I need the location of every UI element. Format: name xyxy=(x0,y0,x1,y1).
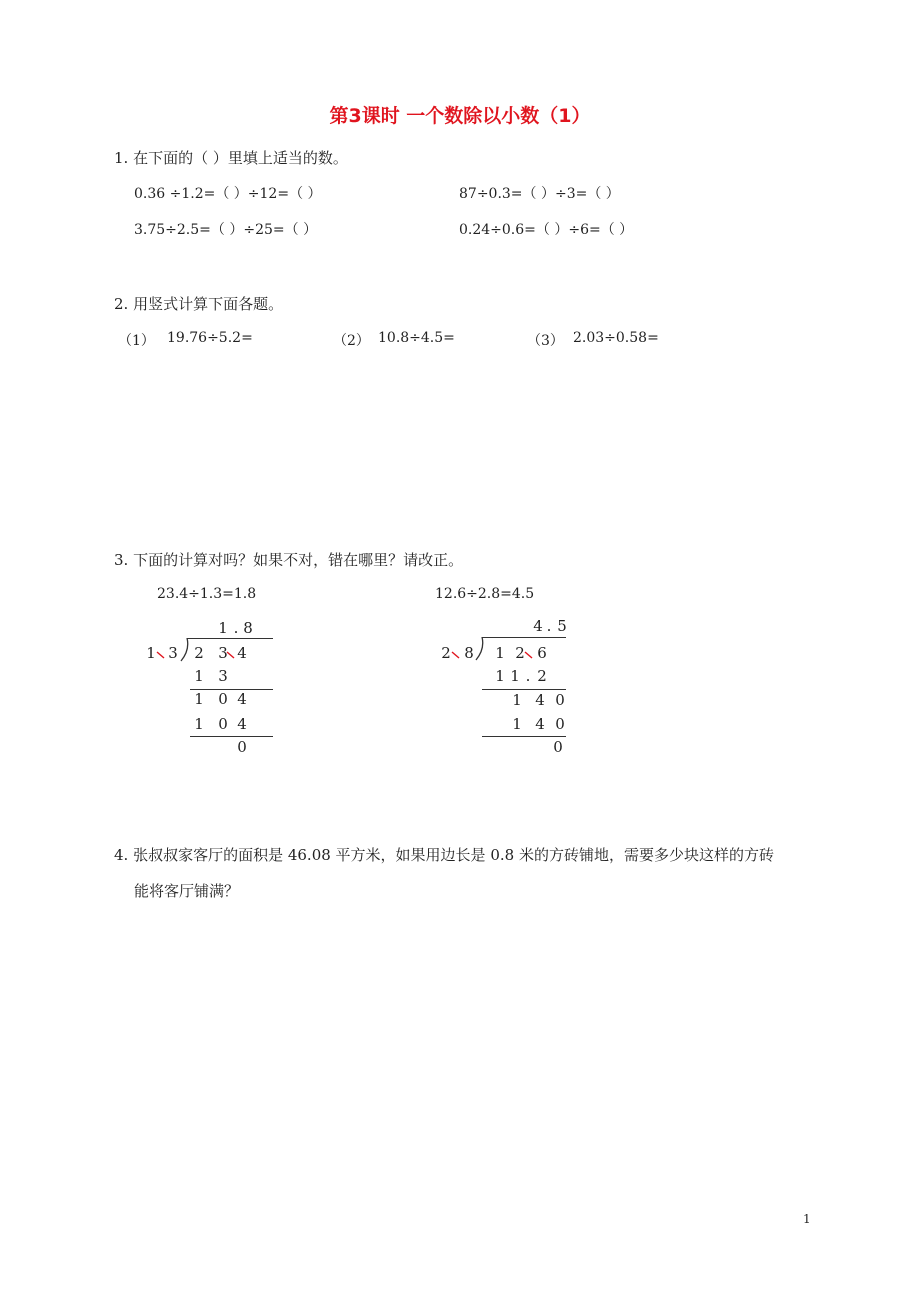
right-quotient-digit: 4 xyxy=(533,617,543,635)
left-divisor-digit: 1 xyxy=(146,644,156,662)
q2-item-3-num: （3） xyxy=(527,333,564,349)
left-division-bar xyxy=(187,638,273,639)
right-step-digit: 1 xyxy=(510,667,520,685)
right-step-line xyxy=(482,689,566,690)
left-divisor-digit: 3 xyxy=(168,644,178,662)
left-remainder: 0 xyxy=(237,738,247,756)
left-step-digit: 1 xyxy=(194,690,204,708)
left-step-digit: 3 xyxy=(218,667,228,685)
page-title: 第3课时 一个数除以小数（1） xyxy=(329,105,591,127)
red-correction-mark xyxy=(451,651,461,659)
q2-item-1-num: （1） xyxy=(118,333,155,349)
right-step-digit: 2 xyxy=(537,667,547,685)
q1-prompt: 1. 在下面的（ ）里填上适当的数。 xyxy=(114,149,348,167)
q4-prompt-line-2: 能将客厅铺满？ xyxy=(134,882,240,900)
q1-item-2: 87÷0.3=（ ）÷3=（ ） xyxy=(459,186,620,202)
right-step-line xyxy=(482,736,566,737)
left-step-digit: 1 xyxy=(194,715,204,733)
right-division-bar xyxy=(482,637,566,638)
q2-prompt: 2. 用竖式计算下面各题。 xyxy=(114,295,284,313)
q2-item-3-expr: 2.03÷0.58= xyxy=(573,330,659,346)
q1-item-1: 0.36 ÷1.2=（ ）÷12=（ ） xyxy=(134,186,322,202)
right-step-digit: 1 xyxy=(512,691,522,709)
left-quotient-digit: 8 xyxy=(243,619,253,637)
right-step-digit: 4 xyxy=(535,691,545,709)
q4-prompt-line-1: 4. 张叔叔家客厅的面积是 46.08 平方米，如果用边长是 0.8 米的方砖铺地，需要多少块这样的方砖 xyxy=(114,846,774,864)
right-step-digit: 0 xyxy=(555,691,565,709)
right-quotient-digit: 5 xyxy=(557,617,567,635)
q3-right-equation: 12.6÷2.8=4.5 xyxy=(435,586,535,602)
left-quotient-point: . xyxy=(233,619,239,637)
right-dividend-digit: 2 xyxy=(515,644,525,662)
left-step-digit: 4 xyxy=(237,715,247,733)
q2-item-2-expr: 10.8÷4.5= xyxy=(378,330,455,346)
right-dividend-digit: 1 xyxy=(495,644,505,662)
q1-item-4: 0.24÷0.6=（ ）÷6=（ ） xyxy=(459,222,634,238)
right-quotient-point: . xyxy=(546,617,552,635)
q1-item-3: 3.75÷2.5=（ ）÷25=（ ） xyxy=(134,222,318,238)
left-step-line xyxy=(190,736,273,737)
left-division-bracket xyxy=(180,638,190,662)
left-dividend-digit: 4 xyxy=(237,644,247,662)
right-dividend-digit: 6 xyxy=(537,644,547,662)
page-number: 1 xyxy=(803,1212,811,1226)
left-step-digit: 0 xyxy=(218,690,228,708)
right-remainder: 0 xyxy=(553,738,563,756)
left-step-digit: 4 xyxy=(237,690,247,708)
right-step-digit: 1 xyxy=(512,715,522,733)
right-step-point: . xyxy=(525,667,531,685)
q2-item-1-expr: 19.76÷5.2= xyxy=(167,330,253,346)
q2-item-2-num: （2） xyxy=(333,333,370,349)
q3-left-equation: 23.4÷1.3=1.8 xyxy=(157,586,257,602)
left-quotient-digit: 1 xyxy=(218,619,228,637)
right-divisor-digit: 2 xyxy=(441,644,451,662)
red-correction-mark xyxy=(156,651,166,659)
right-step-digit: 0 xyxy=(555,715,565,733)
left-step-digit: 0 xyxy=(218,715,228,733)
left-dividend-digit: 3 xyxy=(218,644,228,662)
red-correction-mark xyxy=(524,651,534,659)
q3-prompt: 3. 下面的计算对吗？如果不对，错在哪里？请改正。 xyxy=(114,551,464,569)
right-step-digit: 1 xyxy=(495,667,505,685)
right-divisor-digit: 8 xyxy=(464,644,474,662)
right-step-digit: 4 xyxy=(535,715,545,733)
left-step-digit: 1 xyxy=(194,667,204,685)
left-dividend-digit: 2 xyxy=(194,644,204,662)
right-division-bracket xyxy=(475,637,485,661)
